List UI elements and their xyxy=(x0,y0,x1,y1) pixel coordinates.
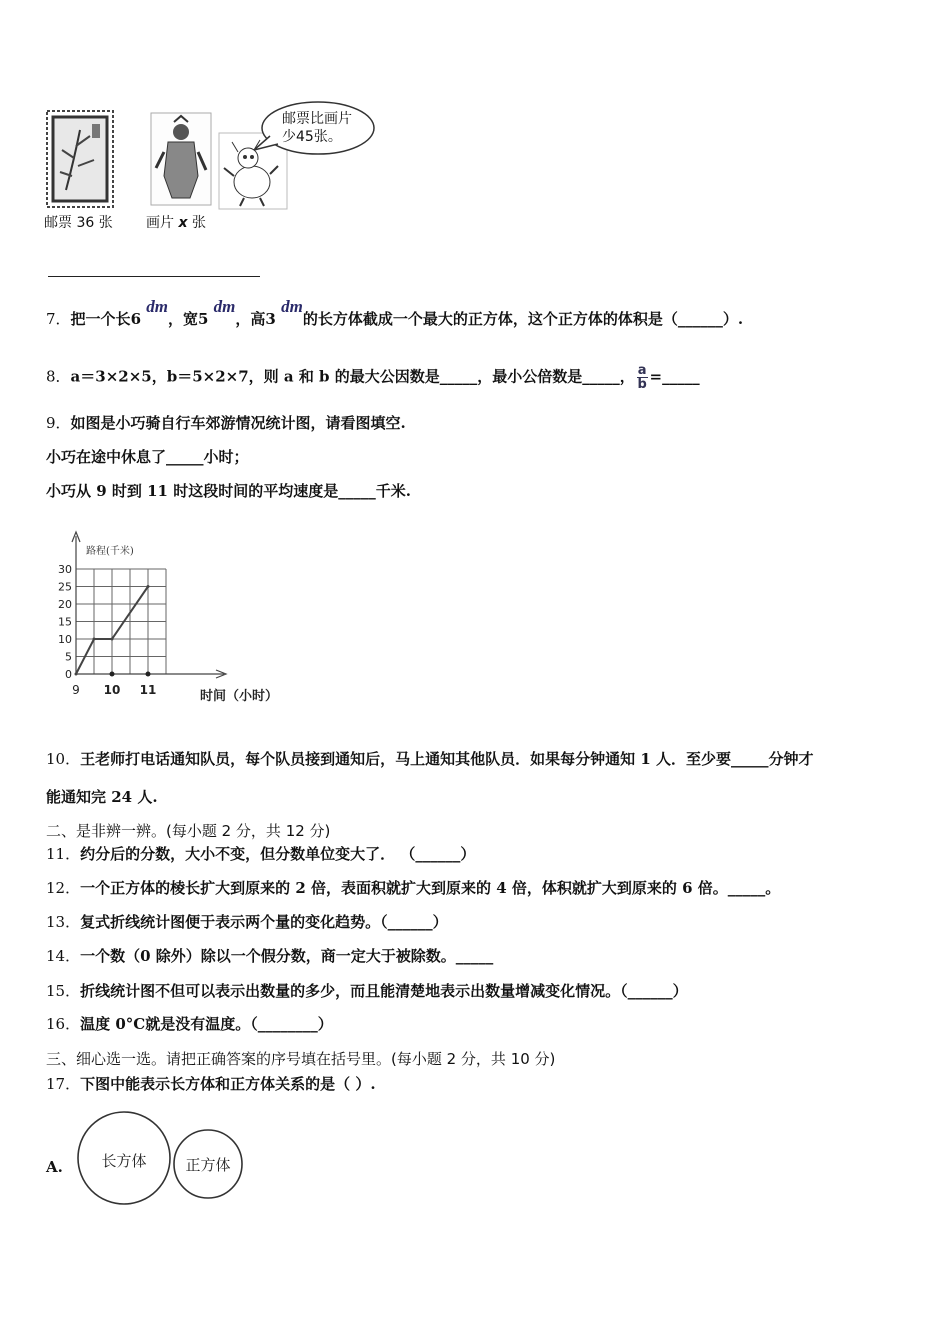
q16-number: 16． xyxy=(46,1015,81,1033)
question-16 xyxy=(46,1013,333,1035)
data-point xyxy=(111,638,114,641)
q15-number: 15． xyxy=(46,982,81,1000)
x-tick-dot xyxy=(146,672,151,677)
question-7 xyxy=(46,297,744,330)
y-tick-label: 10 xyxy=(58,633,72,646)
speech-text-line2: 少45张。 xyxy=(282,129,342,145)
y-tick-label: 0 xyxy=(65,668,72,681)
q12-text: 一个正方体的棱长扩大到原来的 2 倍，表面积就扩大到原来的 4 倍，体积就扩大到原来的 6 倍。_____。 xyxy=(80,879,781,897)
q13-text: 复式折线统计图便于表示两个量的变化趋势。（______） xyxy=(80,913,448,931)
q10-number: 10． xyxy=(46,750,81,768)
section-3-heading: 三、细心选一选。请把正确答案的序号填在括号里。(每小题 2 分，共 10 分) xyxy=(46,1050,556,1068)
q14-number: 14． xyxy=(46,947,81,965)
picture-card-image xyxy=(150,112,212,206)
y-tick-label: 5 xyxy=(65,650,72,664)
q14-text: 一个数（0 除外）除以一个假分数，商一定大于被除数。_____ xyxy=(80,947,494,965)
q7-width: 5 xyxy=(197,310,209,328)
q7-text3: ，高 xyxy=(235,310,266,328)
question-17 xyxy=(46,1073,376,1095)
question-10 xyxy=(46,748,813,770)
question-9 xyxy=(46,412,406,434)
x-axis-label: 时间（小时） xyxy=(200,689,279,704)
section-2-heading: 二、是非辨一辨。(每小题 2 分，共 12 分) xyxy=(46,822,331,840)
q7-length: 6 xyxy=(130,310,141,328)
question-11 xyxy=(46,843,475,865)
data-point xyxy=(75,673,78,676)
q9-line3: 小巧从 9 时到 11 时这段时间的平均速度是_____千米. xyxy=(46,482,411,500)
y-tick-label: 15 xyxy=(58,615,72,629)
q8-number: 8． xyxy=(46,367,71,386)
x-tick-label: 9 xyxy=(72,683,80,697)
option-a-big-circle-label: 长方体 xyxy=(101,1152,147,1170)
option-a-diagram xyxy=(74,1110,250,1206)
q8-tail: =_____ xyxy=(649,367,700,386)
distance-time-chart xyxy=(40,528,320,708)
question-15 xyxy=(46,980,688,1002)
q7-unit-1: dm xyxy=(146,297,168,316)
q11-number: 11． xyxy=(46,845,81,863)
q7-text2: ，宽 xyxy=(167,310,198,328)
stamp-image xyxy=(46,110,114,208)
q7-text1: 把一个长 xyxy=(70,310,131,328)
question-8 xyxy=(46,364,700,391)
y-axis-label: 路程(千米) xyxy=(86,546,134,557)
x-tick-label: 11 xyxy=(139,683,157,697)
q9-line2: 小巧在途中休息了_____小时； xyxy=(46,448,249,466)
q8-fraction-num: a xyxy=(637,363,647,378)
q10-line2: 能通知完 24 人. xyxy=(46,788,158,806)
picture-caption xyxy=(146,212,206,232)
picture-caption-text: 画片 xyxy=(146,215,174,231)
question-14 xyxy=(46,945,493,967)
stamp-caption: 邮票 36 张 xyxy=(44,215,113,231)
q7-text4: 的长方体截成一个最大的正方体，这个正方体的体积是（______）. xyxy=(302,310,744,328)
question-13 xyxy=(46,911,448,933)
q9-text: 如图是小巧骑自行车郊游情况统计图，请看图填空. xyxy=(70,414,406,432)
option-a-small-circle-label: 正方体 xyxy=(185,1156,231,1174)
picture-caption-var: x xyxy=(178,215,188,231)
q7-unit-3: dm xyxy=(281,297,303,316)
q7-unit-2: dm xyxy=(213,297,236,316)
q7-number: 7． xyxy=(46,310,71,328)
x-tick-label: 10 xyxy=(103,683,121,697)
q10-line1: 王老师打电话通知队员，每个队员接到通知后，马上通知其他队员．如果每分钟通知 1 人．至少要_____分钟才 xyxy=(80,750,814,768)
q8-text: a＝3×2×5，b＝5×2×7，则 a 和 b 的最大公因数是_____，最小公倍数是_____， xyxy=(70,367,635,386)
q17-text: 下图中能表示长方体和正方体关系的是（ ）. xyxy=(80,1075,376,1093)
q17-number: 17． xyxy=(46,1075,81,1093)
q16-text: 温度 0°C就是没有温度。（________） xyxy=(80,1015,333,1033)
q9-number: 9． xyxy=(46,414,71,432)
option-a-label: A. xyxy=(46,1158,63,1176)
x-tick-dot xyxy=(110,672,115,677)
q13-number: 13． xyxy=(46,913,81,931)
answer-line xyxy=(48,276,260,277)
y-tick-label: 25 xyxy=(58,580,72,594)
speech-text-line1: 邮票比画片 xyxy=(282,111,352,127)
q7-height: 3 xyxy=(265,310,276,328)
q12-number: 12． xyxy=(46,879,81,897)
y-tick-label: 20 xyxy=(58,598,72,611)
question-12 xyxy=(46,877,780,899)
q8-fraction xyxy=(637,364,648,391)
y-tick-label: 30 xyxy=(58,563,72,576)
picture-caption-unit: 张 xyxy=(191,215,206,231)
data-point xyxy=(147,585,150,588)
q15-text: 折线统计图不但可以表示出数量的多少，而且能清楚地表示出数量增减变化情况。（______） xyxy=(80,982,688,1000)
q8-fraction-den: b xyxy=(637,377,647,392)
data-point xyxy=(93,638,96,641)
q11-text: 约分后的分数，大小不变，但分数单位变大了． （______） xyxy=(80,845,476,863)
